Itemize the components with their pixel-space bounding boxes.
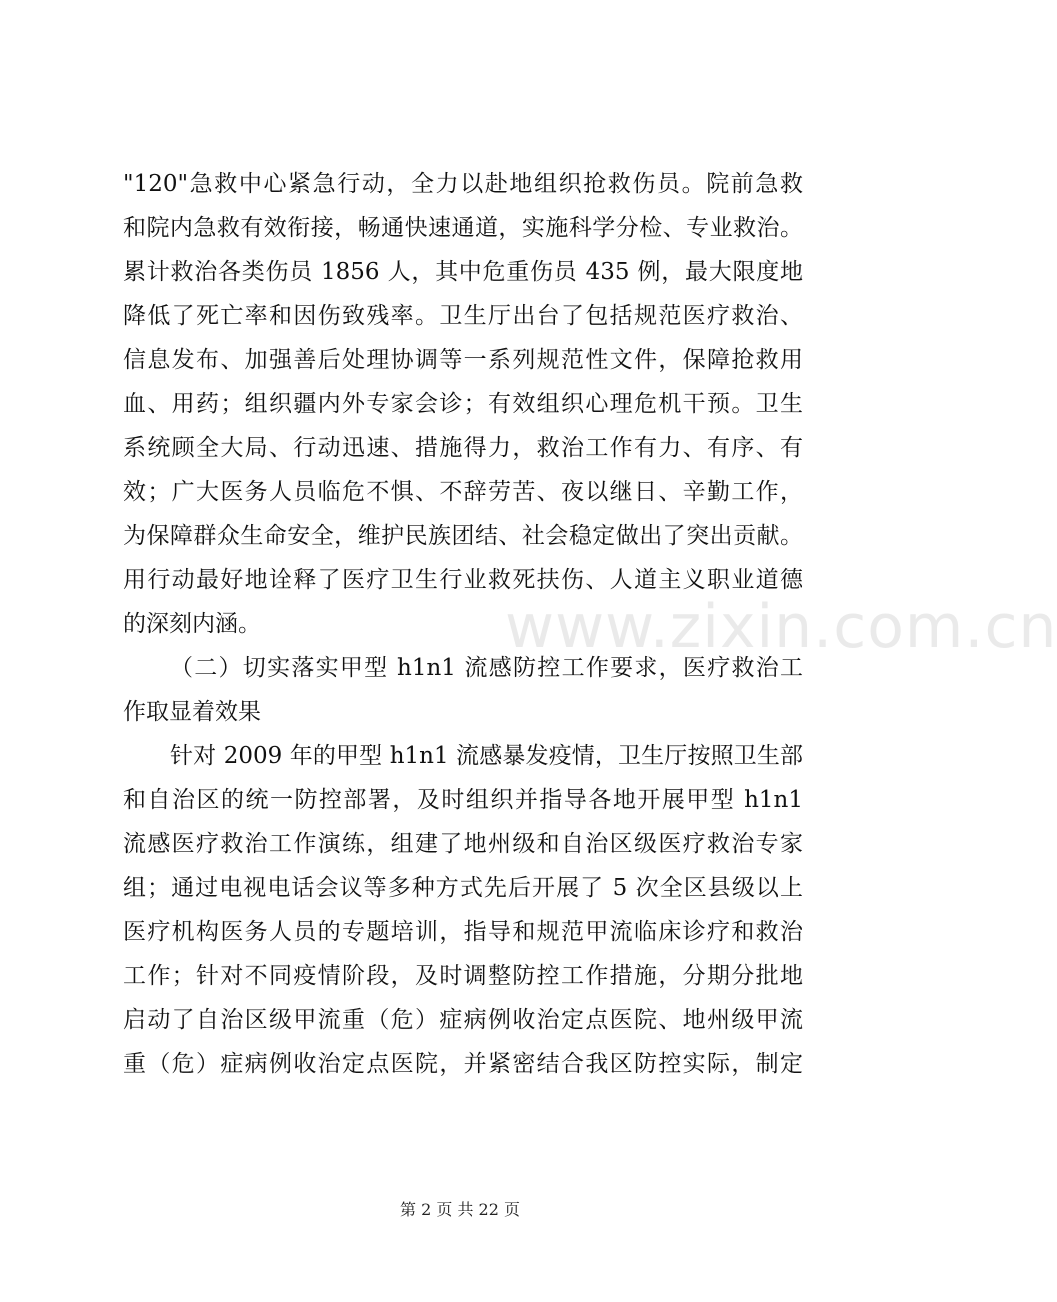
body-text-line: 流感医疗救治工作演练，组建了地州级和自治区级医疗救治专家 (123, 831, 803, 857)
body-text-line: 和院内急救有效衔接，畅通快速通道，实施科学分检、专业救治。 (123, 215, 803, 241)
body-text-line: 医疗机构医务人员的专题培训，指导和规范甲流临床诊疗和救治 (123, 919, 803, 945)
body-text-line: 效；广大医务人员临危不惧、不辞劳苦、夜以继日、辛勤工作， (123, 479, 803, 505)
body-text-line: 针对 2009 年的甲型 h1n1 流感暴发疫情，卫生厅按照卫生部 (170, 743, 803, 769)
body-text-line: 工作；针对不同疫情阶段，及时调整防控工作措施，分期分批地 (123, 963, 803, 989)
body-text-line: 用行动最好地诠释了医疗卫生行业救死扶伤、人道主义职业道德 (123, 567, 803, 593)
body-text-line: 组；通过电视电话会议等多种方式先后开展了 5 次全区县级以上 (123, 875, 803, 901)
body-text-line: 为保障群众生命安全，维护民族团结、社会稳定做出了突出贡献。 (123, 523, 803, 549)
watermark: www.zixin.com.cn (505, 592, 1057, 662)
body-text-line: 和自治区的统一防控部署，及时组织并指导各地开展甲型 h1n1 (123, 787, 803, 813)
body-text-line: 重（危）症病例收治定点医院，并紧密结合我区防控实际，制定 (123, 1051, 803, 1077)
body-text-line: 系统顾全大局、行动迅速、措施得力，救治工作有力、有序、有 (123, 435, 803, 461)
body-text-line: 的深刻内涵。 (123, 611, 261, 637)
body-text-line: 降低了死亡率和因伤致残率。卫生厅出台了包括规范医疗救治、 (123, 303, 803, 329)
page-footer: 第 2 页 共 22 页 (400, 1200, 520, 1219)
section-heading-line: （二）切实落实甲型 h1n1 流感防控工作要求，医疗救治工 (170, 655, 803, 681)
body-text-line: 启动了自治区级甲流重（危）症病例收治定点医院、地州级甲流 (123, 1007, 803, 1033)
body-text-line: 信息发布、加强善后处理协调等一系列规范性文件，保障抢救用 (123, 347, 803, 373)
body-text-line: "120"急救中心紧急行动，全力以赴地组织抢救伤员。院前急救 (123, 171, 803, 197)
body-text-line: 累计救治各类伤员 1856 人，其中危重伤员 435 例，最大限度地 (123, 259, 803, 285)
section-heading-line: 作取显着效果 (123, 699, 261, 725)
body-text-line: 血、用药；组织疆内外专家会诊；有效组织心理危机干预。卫生 (123, 391, 803, 417)
